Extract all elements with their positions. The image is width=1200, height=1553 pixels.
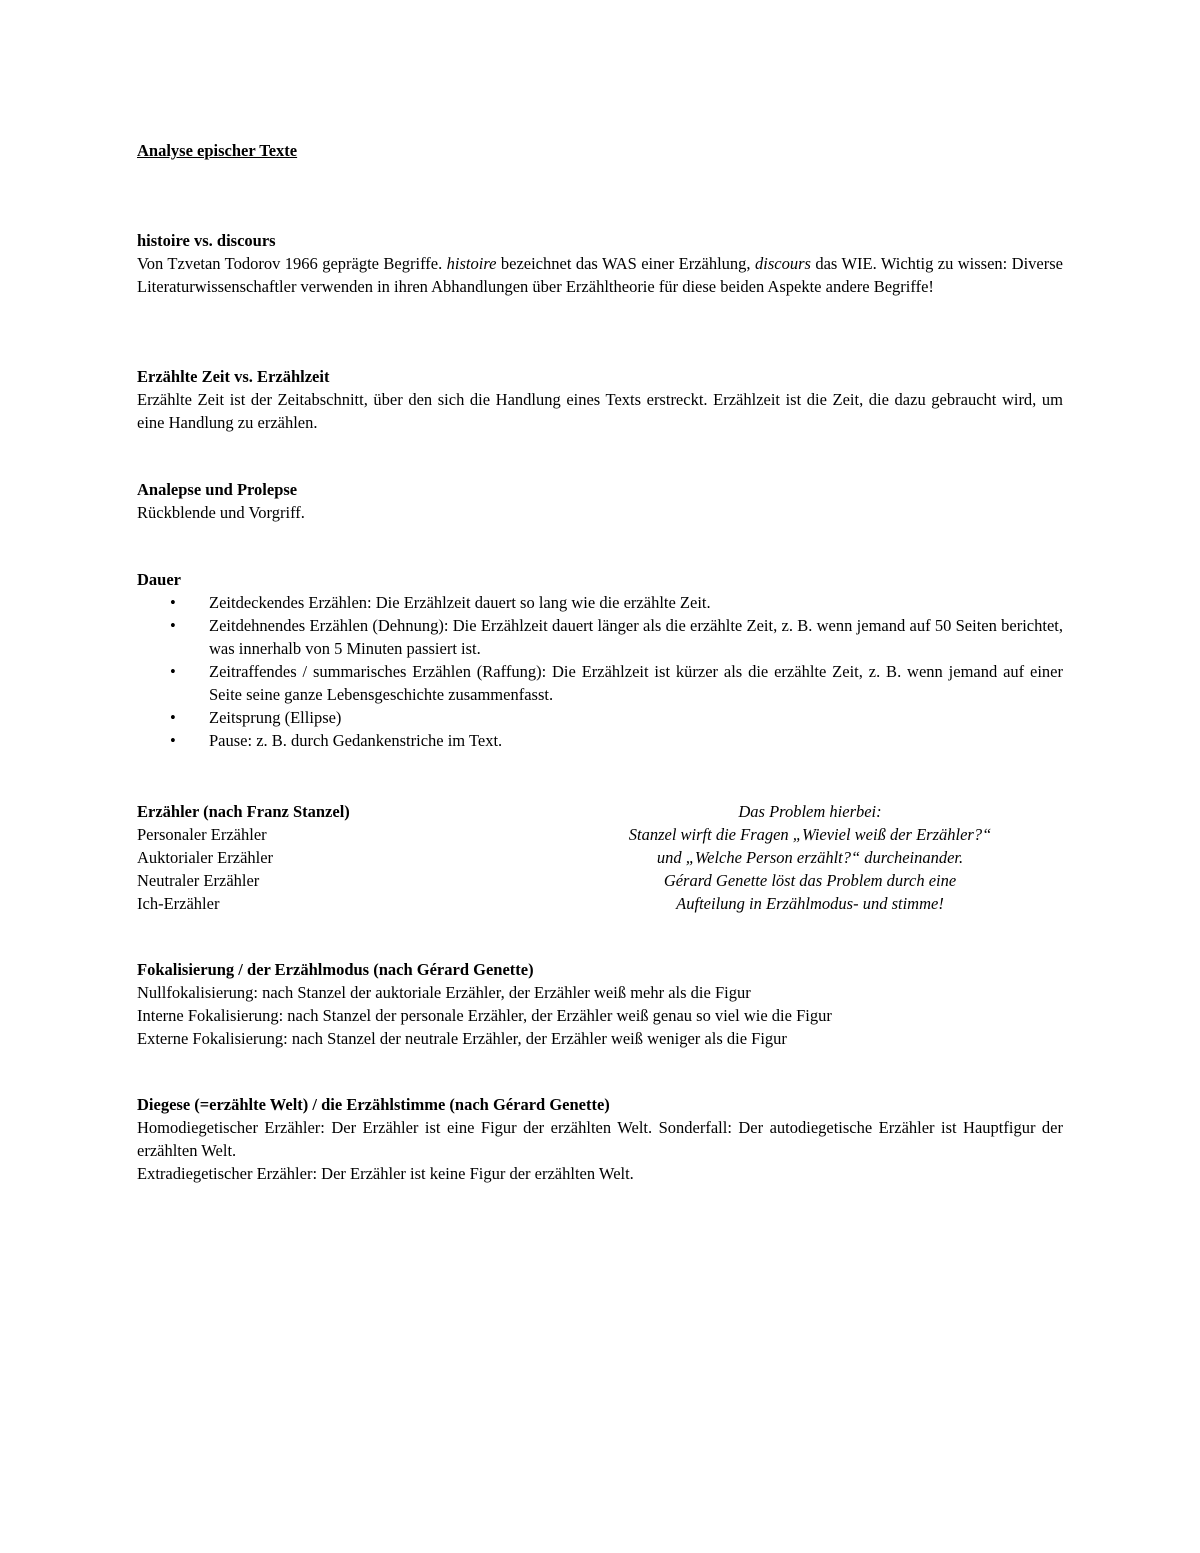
section-erzaehlte-zeit [137,365,1063,434]
problem-note [557,800,1063,915]
section-diegese [137,1093,1063,1185]
note-line: und „Welche Person erzählt?“ durcheinander. [656,848,964,867]
section-heading: Erzähler (nach Franz Stanzel) [137,802,350,821]
note-line: Gérard Genette löst das Problem durch eine [663,871,957,890]
erzaehler-types [137,800,557,915]
list-item [137,729,1063,752]
bullet-icon: • [170,593,176,612]
list-item [137,706,1063,729]
section-heading: Erzählte Zeit vs. Erzählzeit [137,367,330,386]
list-item [137,591,1063,614]
section-erzaehler [137,800,1063,915]
section-line: Homodiegetischer Erzähler: Der Erzähler ist eine Figur der erzählten Welt. Sonderfall: Der autodiegetische Erzähler ist Hauptfigur der erzählten Welt. [137,1118,1063,1160]
term-discours: discours [754,254,811,273]
text: das WIE. Wichtig zu wissen: Diverse Literaturwissenschaftler verwenden in ihren Abhandlungen über Erzähltheorie für diese beiden Aspekte andere Begriffe! [137,254,1063,296]
erzaehler-type: Personaler Erzähler [137,825,267,844]
dauer-list [137,591,1063,752]
bullet-icon: • [170,708,176,727]
term-histoire: histoire [446,254,497,273]
section-heading: Analepse und Prolepse [137,480,298,499]
document-title: Analyse epischer Texte [137,141,298,160]
section-analepse [137,478,1063,524]
list-item-text: Zeitsprung (Ellipse) [209,708,342,727]
list-item-text: Zeitdehnendes Erzählen (Dehnung): Die Erzählzeit dauert länger als die erzählte Zeit, z. B. wenn jemand auf 50 Seiten berichtet, was innerhalb von 5 Minuten passiert ist. [209,616,1063,658]
section-line: Extradiegetischer Erzähler: Der Erzähler ist keine Figur der erzählten Welt. [137,1164,634,1183]
section-line: Interne Fokalisierung: nach Stanzel der personale Erzähler, der Erzähler weiß genau so viel wie die Figur [137,1006,832,1025]
bullet-icon: • [170,616,176,635]
bullet-icon: • [170,662,176,681]
section-line: Externe Fokalisierung: nach Stanzel der neutrale Erzähler, der Erzähler weiß weniger als die Figur [137,1029,787,1048]
list-item [137,660,1063,706]
section-dauer [137,568,1063,752]
text: bezeichnet das WAS einer Erzählung, [496,254,755,273]
section-line: Nullfokalisierung: nach Stanzel der auktoriale Erzähler, der Erzähler weiß mehr als die Figur [137,983,751,1002]
list-item-text: Pause: z. B. durch Gedankenstriche im Text. [209,731,503,750]
erzaehler-type: Neutraler Erzähler [137,871,260,890]
section-heading: histoire vs. discours [137,231,276,250]
list-item-text: Zeitraffendes / summarisches Erzählen (Raffung): Die Erzählzeit ist kürzer als die erzählte Zeit, z. B. wenn jemand auf einer Seite seine ganze Lebensgeschichte zusammenfasst. [209,662,1063,704]
section-body [137,252,1063,298]
list-item [137,614,1063,660]
section-heading: Diegese (=erzählte Welt) / die Erzählstimme (nach Gérard Genette) [137,1095,610,1114]
erzaehler-type: Ich-Erzähler [137,894,220,913]
section-body: Rückblende und Vorgriff. [137,503,305,522]
section-heading: Dauer [137,570,181,589]
list-item-text: Zeitdeckendes Erzählen: Die Erzählzeit dauert so lang wie die erzählte Zeit. [209,593,711,612]
erzaehler-type: Auktorialer Erzähler [137,848,274,867]
note-line: Stanzel wirft die Fragen „Wieviel weiß der Erzähler?“ [628,825,992,844]
note-line: Das Problem hierbei: [738,802,882,821]
bullet-icon: • [170,731,176,750]
section-fokalisierung [137,958,1063,1050]
document-title-block [137,139,1063,162]
note-line: Aufteilung in Erzählmodus- und stimme! [676,894,944,913]
section-body: Erzählte Zeit ist der Zeitabschnitt, über den sich die Handlung eines Texts erstreckt. Erzählzeit ist die Zeit, die dazu gebraucht wird, um eine Handlung zu erzählen. [137,390,1063,432]
section-heading: Fokalisierung / der Erzählmodus (nach Gérard Genette) [137,960,534,979]
section-histoire [137,229,1063,298]
text: Von Tzvetan Todorov 1966 geprägte Begriffe. [137,254,447,273]
